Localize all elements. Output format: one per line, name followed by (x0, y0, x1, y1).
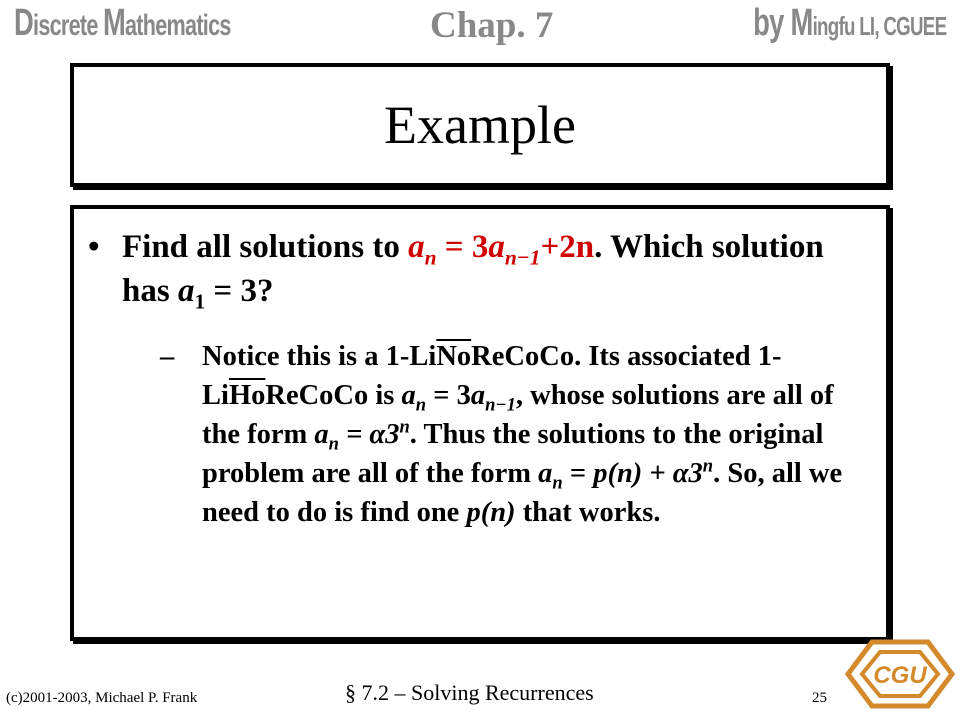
course-title: Discrete Mathematics (14, 2, 231, 44)
chapter-label: Chap. 7 (430, 5, 554, 46)
slide-title: Example (384, 95, 576, 155)
author-credit: by Mingfu LI, CGUEE (752, 2, 946, 44)
bullet-text: Find all solutions to $a_n = 3a_{n-1}+2n$. Which solution has $a_1 = 3$? (122, 229, 824, 314)
bullet-dot-icon: • (88, 229, 100, 265)
section-label: § 7.2 – Solving Recurrences (345, 680, 594, 705)
content-box (70, 205, 890, 641)
dash-icon: – (160, 341, 175, 372)
bullet-item (88, 225, 858, 313)
sub-item (160, 337, 860, 532)
university-logo-icon (842, 628, 958, 720)
page-number: 25 (812, 690, 827, 706)
sub-text: Notice this is a $1-Li\overline{No}ReCoCo$. Its associated $1-Li\overline{Ho}ReCoCo$ is $a_n = 3a_{n-1}$, whose solutions are all of the form $a_n = \alpha 3^n$. Thus the solutions to the original problem are all of the form $a_n = p(n) + \alpha 3^n$. So, all we need to do is find one p(n) that works. (202, 341, 843, 528)
logo-text: CGU (873, 662, 927, 689)
title-box (70, 63, 890, 187)
copyright: (c)2001-2003, Michael P. Frank (6, 690, 198, 706)
